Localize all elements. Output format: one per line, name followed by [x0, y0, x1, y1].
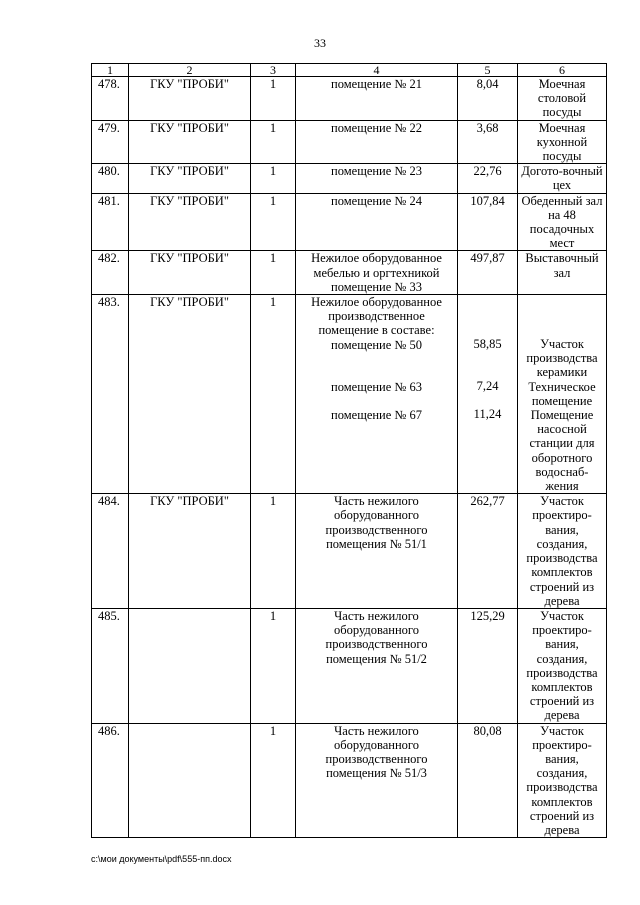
row-number: 485. — [92, 608, 129, 723]
row-number: 482. — [92, 251, 129, 295]
quantity: 1 — [251, 723, 296, 838]
table-row — [92, 77, 607, 121]
header-cell: 2 — [129, 64, 251, 77]
quantity: 1 — [251, 193, 296, 251]
quantity: 1 — [251, 120, 296, 164]
sub-premises-name: помещение № 50 — [331, 337, 422, 352]
organization: ГКУ "ПРОБИ" — [129, 494, 251, 609]
purpose: Участок проектиро-вания, создания, производства комплектов строений из дерева — [518, 494, 607, 609]
row-number: 486. — [92, 723, 129, 838]
organization: ГКУ "ПРОБИ" — [129, 77, 251, 121]
page-number: 33 — [314, 36, 326, 50]
area: 80,08 — [458, 723, 518, 838]
table-row — [92, 295, 607, 494]
area: 107,84 — [458, 193, 518, 251]
organization — [129, 723, 251, 838]
purpose: Помещение насосной станции для оборотного водоснаб-жения — [529, 408, 595, 494]
table-row — [92, 723, 607, 838]
area: 8,04 — [458, 77, 518, 121]
organization: ГКУ "ПРОБИ" — [129, 120, 251, 164]
quantity: 1 — [251, 251, 296, 295]
row-number: 484. — [92, 494, 129, 609]
row-number: 480. — [92, 164, 129, 193]
header-cell: 1 — [92, 64, 129, 77]
area: 22,76 — [458, 164, 518, 193]
sub-premises-name: помещение № 67 — [331, 408, 422, 423]
row-number: 479. — [92, 120, 129, 164]
area: 11,24 — [473, 407, 502, 422]
organization: ГКУ "ПРОБИ" — [129, 295, 251, 494]
sub-premises-name: помещение № 63 — [331, 379, 422, 394]
purpose: Догото-вочный цех — [518, 164, 607, 193]
purpose: Участок проектиро-вания, создания, производства комплектов строений из дерева — [518, 608, 607, 723]
area: 58,85 — [473, 337, 502, 352]
quantity: 1 — [251, 77, 296, 121]
table-row — [92, 164, 607, 193]
file-path-footer: c:\мои документы\pdf\555-пп.docx — [91, 854, 232, 864]
row-number: 481. — [92, 193, 129, 251]
premises-name-group — [296, 295, 458, 494]
quantity: 1 — [251, 295, 296, 494]
area: 125,29 — [458, 608, 518, 723]
purpose: Обеденный зал на 48 посадочных мест — [518, 193, 607, 251]
quantity: 1 — [251, 164, 296, 193]
premises-name: помещение № 22 — [296, 120, 458, 164]
table-row — [92, 608, 607, 723]
purpose: Участок производства керамики — [526, 337, 598, 380]
area: 3,68 — [458, 120, 518, 164]
table-row — [92, 193, 607, 251]
premises-name: помещение № 21 — [296, 77, 458, 121]
premises-name: Нежилое оборудованное производственное помещение в составе: — [311, 295, 442, 338]
area: 497,87 — [458, 251, 518, 295]
purpose: Моечная столовой посуды — [518, 77, 607, 121]
row-number: 483. — [92, 295, 129, 494]
property-table — [91, 63, 607, 838]
header-cell: 3 — [251, 64, 296, 77]
area-group — [458, 295, 518, 494]
table-row — [92, 494, 607, 609]
purpose-group — [518, 295, 607, 494]
header-cell: 4 — [296, 64, 458, 77]
organization: ГКУ "ПРОБИ" — [129, 251, 251, 295]
premises-name: Часть нежилого оборудованного производственного помещения № 51/1 — [296, 494, 458, 609]
purpose: Техническое помещение — [528, 379, 596, 408]
organization: ГКУ "ПРОБИ" — [129, 193, 251, 251]
quantity: 1 — [251, 494, 296, 609]
purpose: Участок проектиро-вания, создания, производства комплектов строений из дерева — [518, 723, 607, 838]
premises-name: Часть нежилого оборудованного производственного помещения № 51/3 — [296, 723, 458, 838]
premises-name: помещение № 24 — [296, 193, 458, 251]
area: 262,77 — [458, 494, 518, 609]
purpose: Моечная кухонной посуды — [518, 120, 607, 164]
quantity: 1 — [251, 608, 296, 723]
table-row — [92, 251, 607, 295]
header-row — [92, 64, 607, 77]
premises-name: помещение № 23 — [296, 164, 458, 193]
premises-name: Нежилое оборудованное мебелью и оргтехникой помещение № 33 — [296, 251, 458, 295]
header-cell: 6 — [518, 64, 607, 77]
row-number: 478. — [92, 77, 129, 121]
organization — [129, 608, 251, 723]
purpose: Выставочный зал — [518, 251, 607, 295]
premises-name: Часть нежилого оборудованного производственного помещения № 51/2 — [296, 608, 458, 723]
table-row — [92, 120, 607, 164]
area: 7,24 — [476, 379, 499, 394]
header-cell: 5 — [458, 64, 518, 77]
organization: ГКУ "ПРОБИ" — [129, 164, 251, 193]
